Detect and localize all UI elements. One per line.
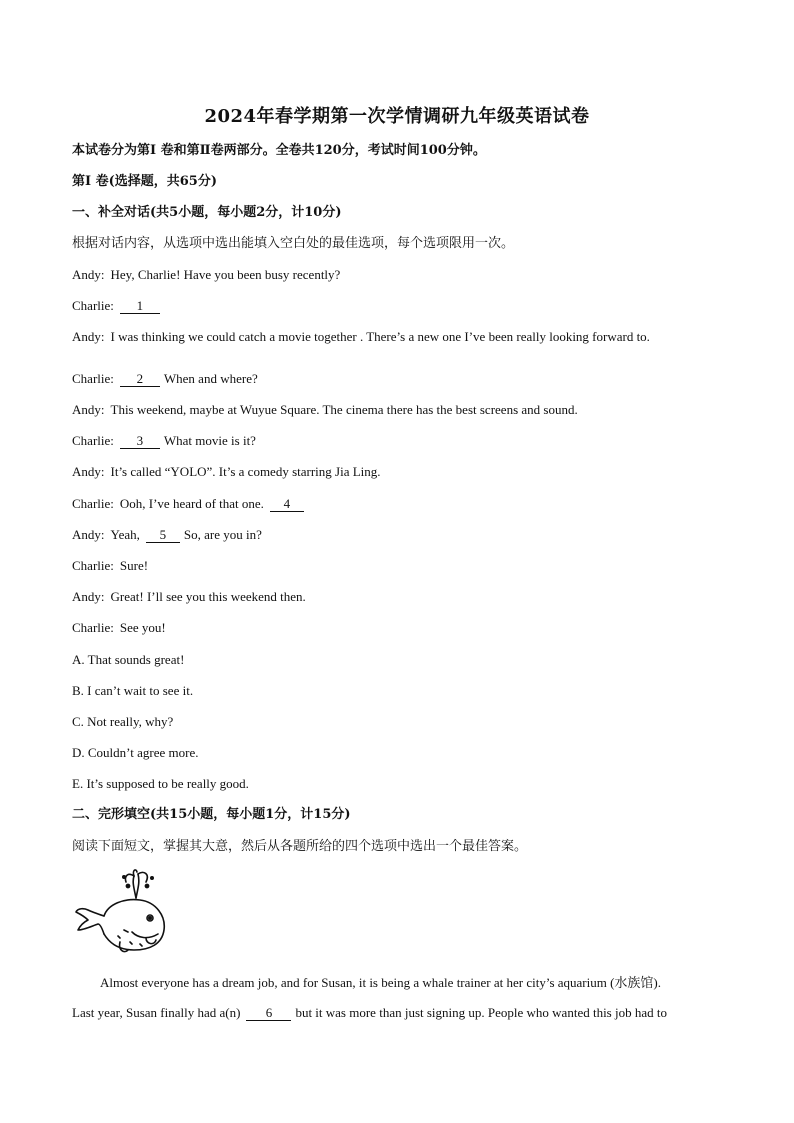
dialogue-line: [72, 297, 164, 315]
speaker: Andy:: [72, 464, 105, 479]
passage-text: Last year, Susan finally had a(n): [72, 1005, 241, 1020]
dialogue-text: When and where?: [163, 371, 258, 386]
speaker: Charlie:: [72, 433, 114, 448]
dialogue-line: [72, 463, 381, 481]
speaker: Charlie:: [72, 496, 114, 511]
dialogue-line: [72, 619, 166, 637]
exam-intro: 本试卷分为第Ⅰ 卷和第Ⅱ卷两部分。全卷共120分，考试时间100分钟。: [72, 143, 486, 158]
passage-text: but it was more than just signing up. People who wanted this job had to: [295, 1005, 667, 1020]
speaker: Charlie:: [72, 298, 114, 313]
speaker: Charlie:: [72, 558, 114, 573]
speaker: Andy:: [72, 267, 105, 282]
answer-blank-1[interactable]: 1: [120, 299, 160, 314]
dialogue-line: [72, 588, 306, 606]
dialogue-text: Yeah,: [110, 527, 140, 542]
speaker: Charlie:: [72, 371, 114, 386]
section1-instruction: 根据对话内容，从选项中选出能填入空白处的最佳选项，每个选项限用一次。: [72, 236, 515, 251]
speaker: Andy:: [72, 589, 105, 604]
dialogue-line: [72, 266, 340, 284]
option-d: D. Couldn’t agree more.: [72, 745, 199, 760]
speaker: Andy:: [72, 402, 105, 417]
dialogue-text: Ooh, I’ve heard of that one.: [119, 496, 264, 511]
exam-title: 2024年春学期第一次学情调研九年级英语试卷: [204, 106, 590, 127]
answer-blank-3[interactable]: 3: [120, 434, 160, 449]
dialogue-line: [72, 526, 262, 544]
dialogue-text: This weekend, maybe at Wuyue Square. The cinema there has the best screens and sound.: [110, 402, 578, 417]
dialogue-line: [72, 495, 308, 513]
dialogue-text: Great! I’ll see you this weekend then.: [110, 589, 306, 604]
option-a: A. That sounds great!: [72, 652, 185, 667]
dialogue-line: [72, 557, 148, 575]
answer-blank-5[interactable]: 5: [146, 528, 180, 543]
dialogue-line: [72, 401, 578, 419]
part1-heading: 第Ⅰ 卷(选择题，共65分): [72, 174, 217, 189]
speaker: Andy:: [72, 527, 105, 542]
option-b: B. I can’t wait to see it.: [72, 683, 194, 698]
option-e: E. It’s supposed to be really good.: [72, 776, 249, 791]
dialogue-text: Sure!: [119, 558, 149, 573]
dialogue-text: See you!: [119, 620, 166, 635]
dialogue-text: It’s called “YOLO”. It’s a comedy starring Jia Ling.: [110, 464, 381, 479]
answer-blank-6[interactable]: 6: [246, 1006, 291, 1021]
answer-blank-4[interactable]: 4: [270, 497, 304, 512]
section1-heading: 一、补全对话(共5小题，每小题2分，计10分): [72, 205, 342, 220]
answer-blank-2[interactable]: 2: [120, 372, 160, 387]
passage-line-2: [72, 1004, 667, 1022]
passage-line-1: Almost everyone has a dream job, and for Susan, it is being a whale trainer at her city’s aquarium (水族馆).: [100, 975, 662, 990]
dialogue-text: So, are you in?: [183, 527, 262, 542]
section2-instruction: 阅读下面短文，掌握其大意，然后从各题所给的四个选项中选出一个最佳答案。: [72, 839, 528, 854]
whale-illustration-icon: [74, 868, 170, 960]
section2-heading: 二、完形填空(共15小题，每小题1分，计15分): [72, 807, 351, 822]
dialogue-line: [72, 328, 650, 346]
dialogue-text: What movie is it?: [163, 433, 256, 448]
dialogue-line: [72, 370, 258, 388]
speaker: Andy:: [72, 329, 105, 344]
dialogue-text: I was thinking we could catch a movie together . There’s a new one I’ve been really looking forward to.: [110, 329, 650, 344]
dialogue-text: Hey, Charlie! Have you been busy recently?: [110, 267, 341, 282]
dialogue-line: [72, 432, 256, 450]
option-c: C. Not really, why?: [72, 714, 174, 729]
speaker: Charlie:: [72, 620, 114, 635]
